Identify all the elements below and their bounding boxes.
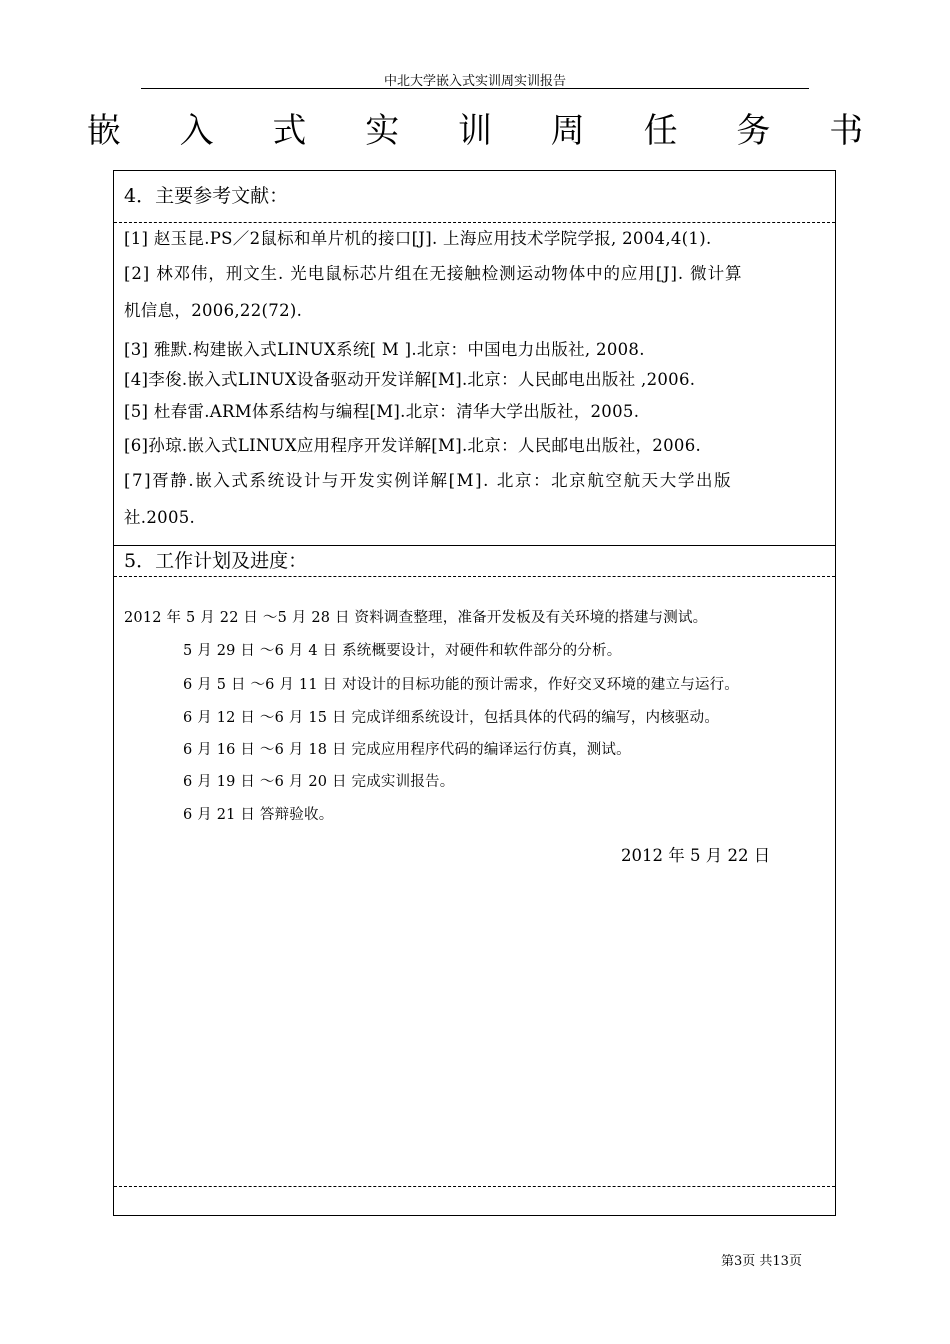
reference-line: [4]李俊.嵌入式LINUX设备驱动开发详解[M].北京：人民邮电出版社 ,2006.	[124, 370, 696, 389]
task-book-table	[113, 170, 836, 1216]
reference-line: 机信息，2006,22(72).	[124, 301, 303, 320]
divider-dashed	[114, 222, 835, 223]
plan-line: 2012 年 5 月 22 日 ～5 月 28 日 资料调查整理，准备开发板及有关环境的搭建与测试。	[124, 610, 708, 626]
running-header: 中北大学嵌入式实训周实训报告	[383, 74, 566, 89]
plan-line: 6 月 21 日 答辩验收。	[183, 807, 334, 823]
page-number: 第3页 共13页	[721, 1254, 802, 1269]
reference-line: [2] 林邓伟，刑文生. 光电鼠标芯片组在无接触检测运动物体中的应用[J]. 微计算	[124, 264, 743, 283]
reference-line: 社.2005.	[124, 508, 196, 527]
plan-line: 6 月 12 日 ～6 月 15 日 完成详细系统设计，包括具体的代码的编写，内核驱动。	[183, 710, 720, 726]
signature-date: 2012 年 5 月 22 日	[621, 846, 771, 865]
document-title: 嵌 入 式 实 训 周 任 务 书	[86, 111, 888, 151]
reference-line: [1] 赵玉昆.PS／2鼠标和单片机的接口[J]. 上海应用技术学院学报, 2004,4(1).	[124, 229, 712, 248]
references-heading: 4．主要参考文献：	[124, 185, 289, 207]
plan-line: 5 月 29 日 ～6 月 4 日 系统概要设计，对硬件和软件部分的分析。	[183, 643, 622, 659]
divider-dashed	[114, 1186, 835, 1187]
reference-line: [3] 雅默.构建嵌入式LINUX系统[ M ].北京：中国电力出版社, 2008.	[124, 340, 645, 359]
reference-line: [5] 杜春雷.ARM体系结构与编程[M].北京：清华大学出版社，2005.	[124, 402, 640, 421]
plan-line: 6 月 5 日 ～6 月 11 日 对设计的目标功能的预计需求，作好交叉环境的建立与运行。	[183, 677, 739, 693]
divider-dashed	[114, 576, 835, 577]
plan-heading: 5．工作计划及进度：	[124, 550, 308, 572]
reference-line: [7]胥静.嵌入式系统设计与开发实例详解[M]. 北京：北京航空航天大学出版	[124, 471, 733, 490]
plan-line: 6 月 16 日 ～6 月 18 日 完成应用程序代码的编译运行仿真，测试。	[183, 742, 631, 758]
reference-line: [6]孙琼.嵌入式LINUX应用程序开发详解[M].北京：人民邮电出版社，2006.	[124, 436, 702, 455]
header-rule	[141, 88, 809, 89]
plan-line: 6 月 19 日 ～6 月 20 日 完成实训报告。	[183, 774, 455, 790]
